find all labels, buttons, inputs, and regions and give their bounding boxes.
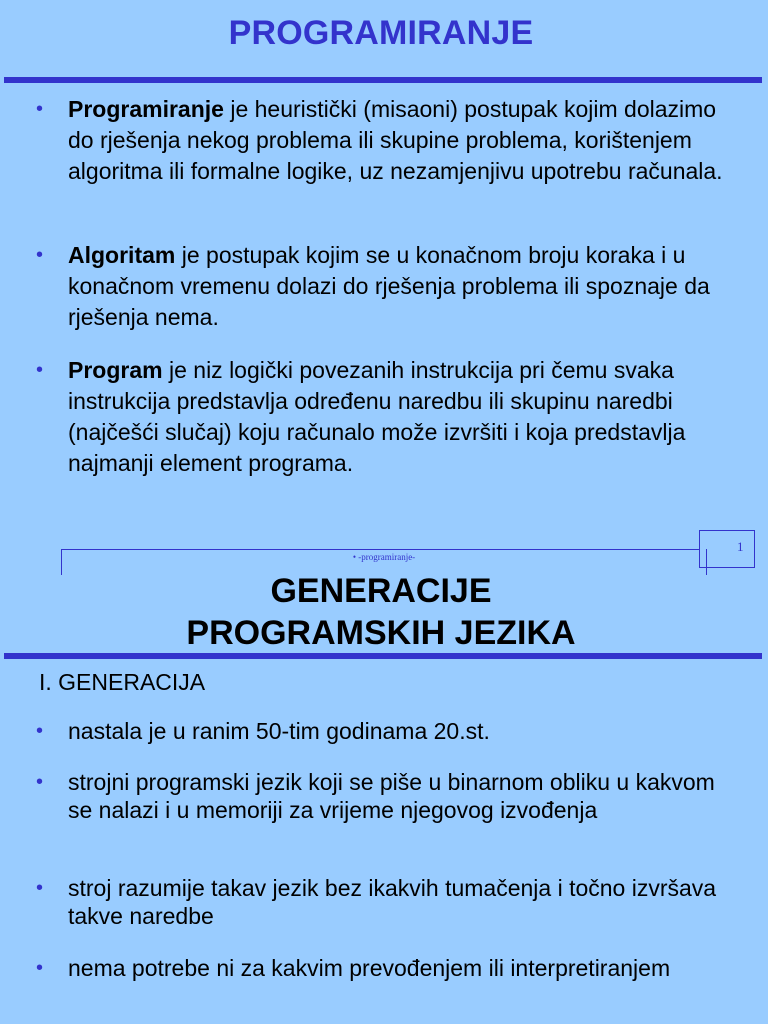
page-number: 1 <box>737 539 744 554</box>
bullet-text: stroj razumije takav jezik bez ikakvih tumačenja i točno izvršava takve naredbe <box>68 875 717 929</box>
list-item <box>36 768 736 824</box>
bullet-text: nema potrebe ni za kakvim prevođenjem ili interpretiranjem <box>68 955 671 981</box>
bullet-term: Algoritam <box>68 242 176 268</box>
title-divider <box>4 653 762 659</box>
bullet-body: je niz logički povezanih instrukcija pri čemu svaka instrukcija predstavlja određenu naredbu ili skupinu naredbi (najčešći slučaj) koju računalo može izvršiti i koja predstavlja najmanji element programa. <box>68 357 686 476</box>
bullet-term: Programiranje <box>68 96 224 122</box>
bullet-icon: • <box>36 957 44 979</box>
section-heading: I. GENERACIJA <box>39 669 206 695</box>
page-number-box <box>699 530 755 568</box>
bullet-icon: • <box>36 359 44 381</box>
title-divider <box>4 77 762 83</box>
bullet-icon: • <box>36 244 44 266</box>
footer-rule <box>61 549 699 550</box>
list-item <box>36 874 736 930</box>
bullet-item-program <box>36 355 736 479</box>
bullet-body: je postupak kojim se u konačnom broju koraka i u konačnom vremenu dolazi do rješenja problema ili spoznaje da rješenja nema. <box>68 242 710 330</box>
bullet-term: Program <box>68 357 163 383</box>
title-line-1: GENERACIJE <box>270 572 492 610</box>
bullet-text: strojni programski jezik koji se piše u binarnom obliku u kakvom se nalazi i u memoriji za vrijeme njegovog izvođenja <box>68 769 715 823</box>
bullet-icon: • <box>36 720 44 742</box>
list-item <box>36 717 736 745</box>
bullet-item-programiranje <box>36 94 736 187</box>
bullet-text <box>68 94 736 187</box>
bullet-icon: • <box>36 771 44 793</box>
bullet-item-algoritam <box>36 240 736 333</box>
bullet-text <box>68 355 736 479</box>
slide-title: PROGRAMIRANJE <box>228 14 534 52</box>
title-line-2: PROGRAMSKIH JEZIKA <box>186 614 576 652</box>
bullet-body: je heuristički (misaoni) postupak kojim dolazimo do rješenja nekog problema ili skupine problema, korištenjem algoritma ili formalne logike, uz nezamjenjivu upotrebu računala. <box>68 96 723 184</box>
list-item <box>36 954 736 982</box>
bullet-icon: • <box>36 877 44 899</box>
bullet-icon: • <box>36 98 44 120</box>
slide-title-generacije <box>0 570 762 654</box>
bullet-text <box>68 240 736 333</box>
footer-text: • -programiranje- <box>352 552 416 562</box>
bullet-text: nastala je u ranim 50-tim godinama 20.st. <box>68 718 490 744</box>
